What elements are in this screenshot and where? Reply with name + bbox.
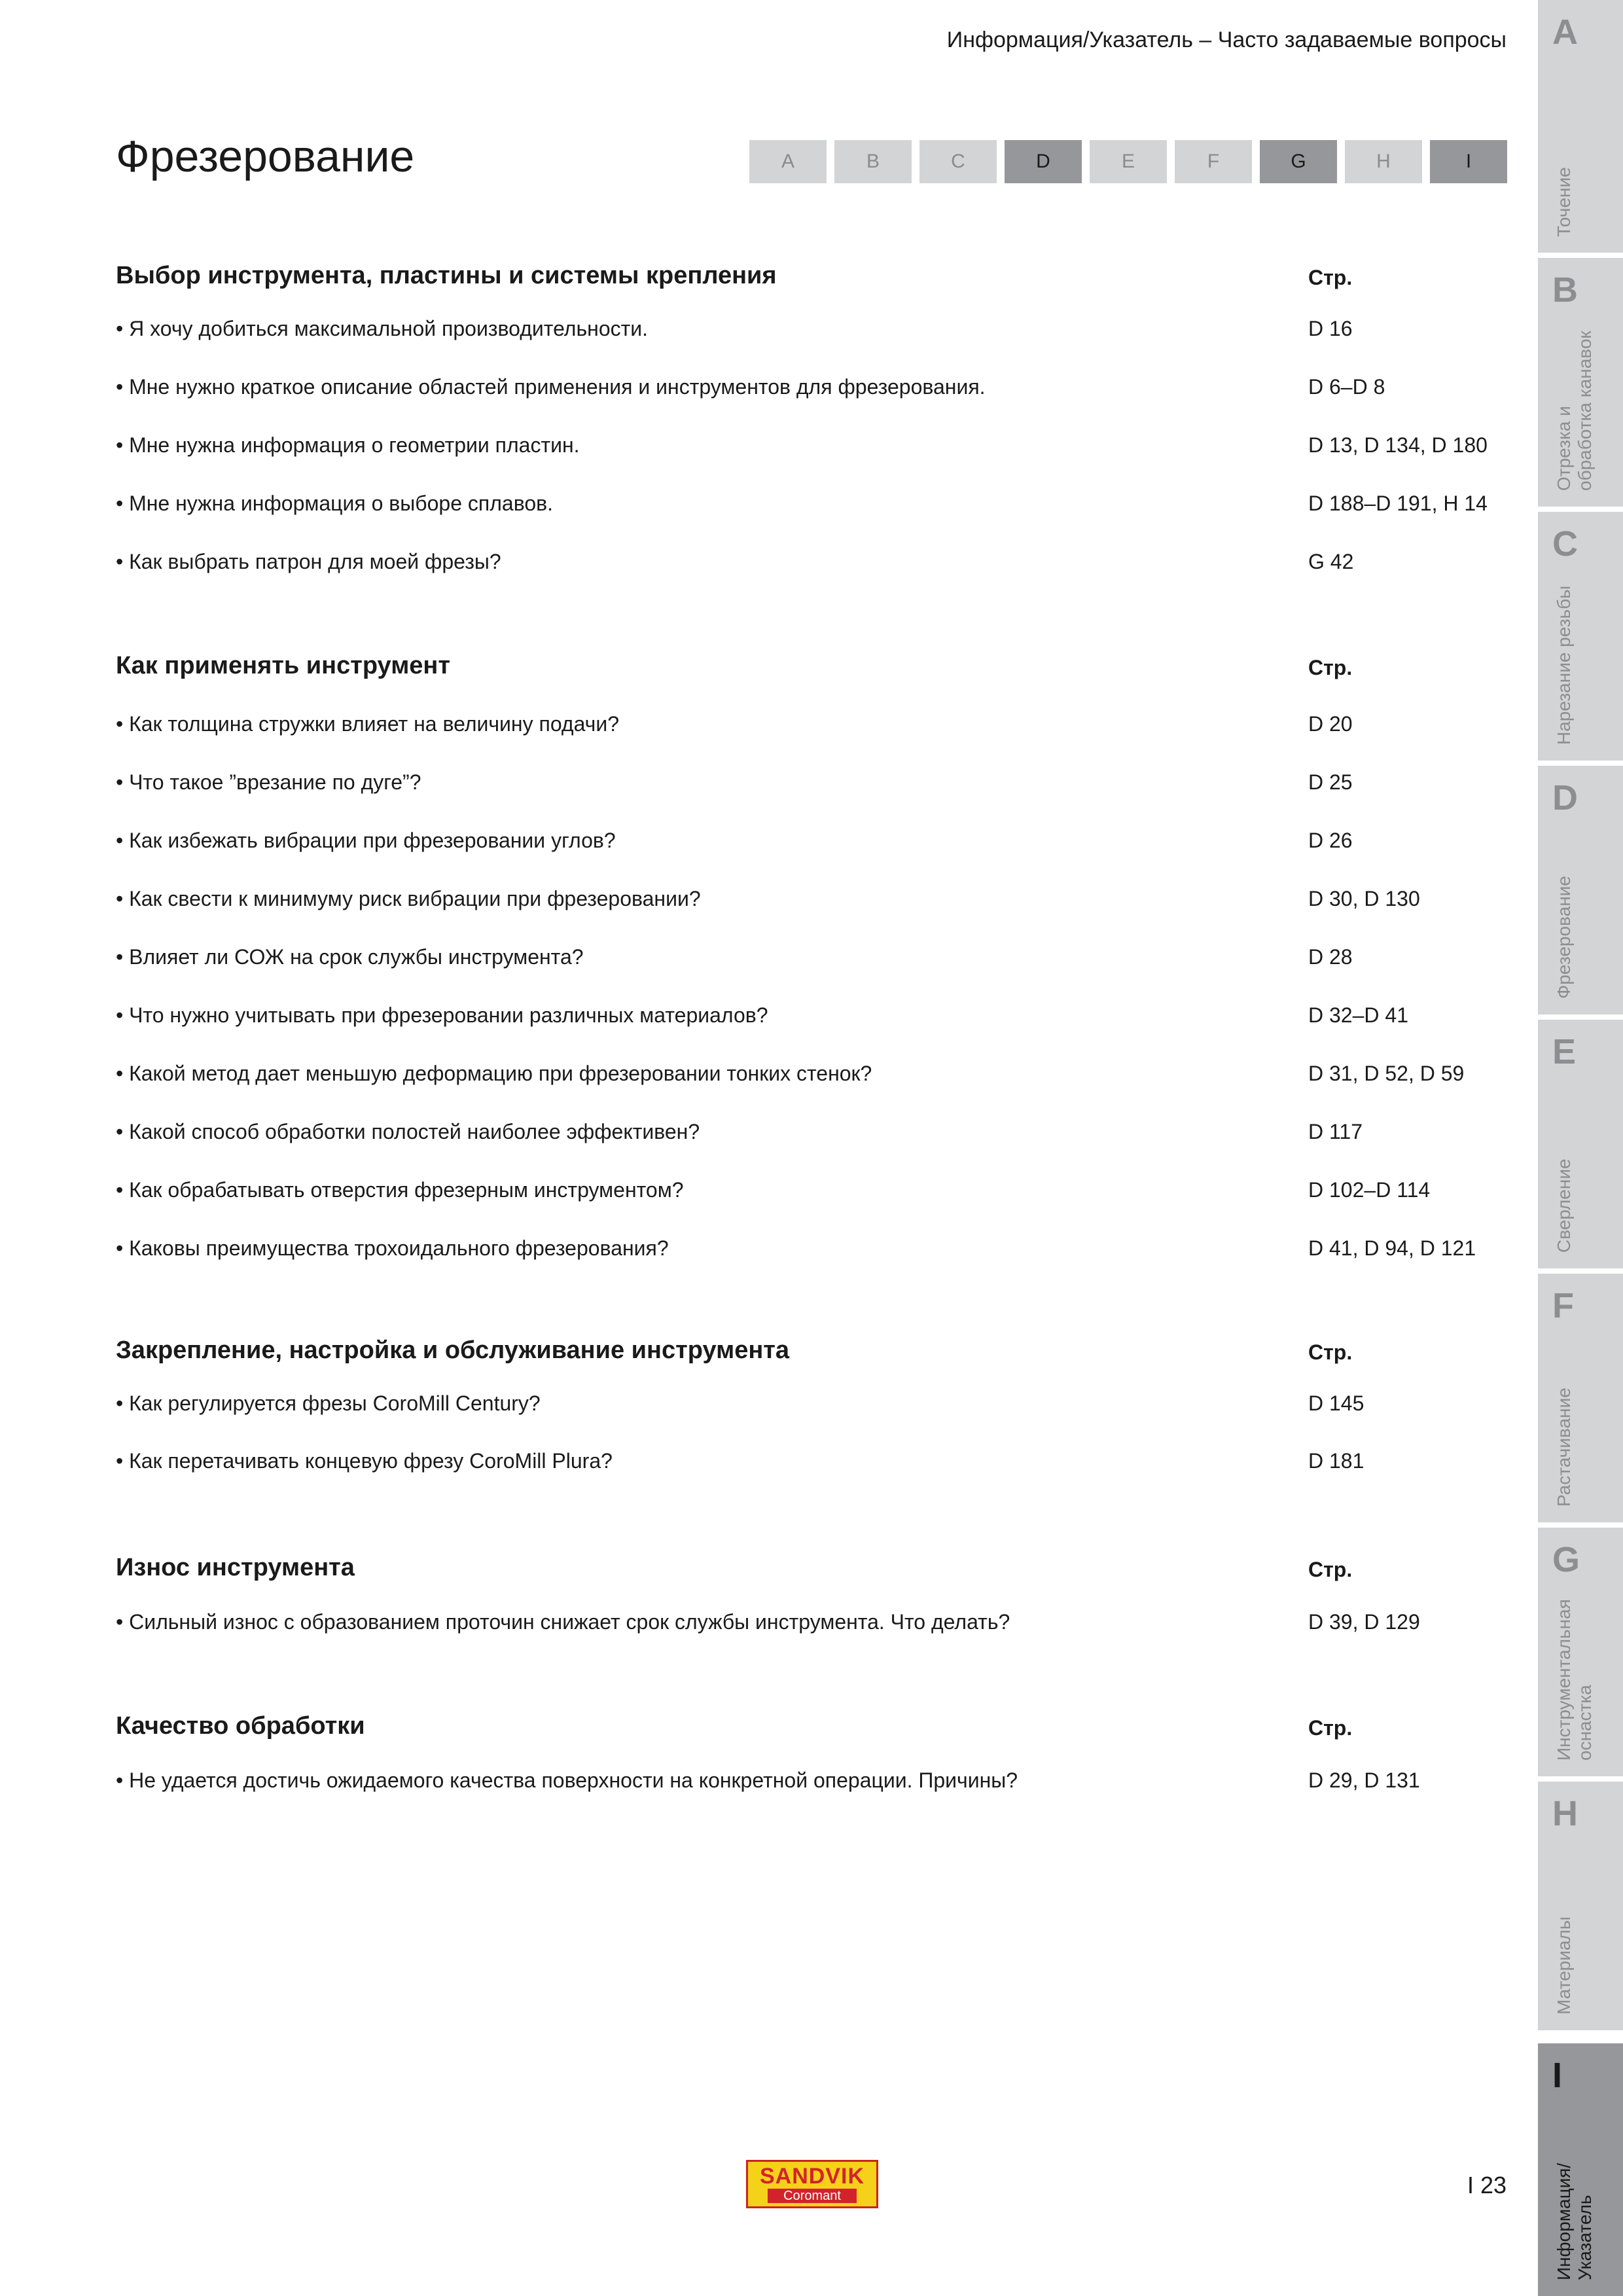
faq-page-ref[interactable]: D 26 [1308,829,1353,852]
sandvik-coromant-logo [746,2160,878,2208]
faq-question: • Как избежать вибрации при фрезеровании углов? [116,829,616,852]
side-tab-label: Отрезка и обработка канавок [1554,331,1595,491]
faq-question: • Что такое ”врезание по дуге”? [116,770,421,794]
side-tab-d[interactable] [1538,766,1623,1014]
faq-row[interactable] [116,1062,1503,1094]
faq-question: • Я хочу добиться максимальной производительности. [116,317,649,340]
letter-tab-a[interactable]: A [749,140,827,183]
faq-row[interactable] [116,433,1503,466]
faq-question: • Как регулируется фрезы CoroMill Century? [116,1391,541,1415]
side-tab-label-wrap [1554,1083,1619,1253]
faq-question: • Мне нужна информация о выборе сплавов. [116,492,554,515]
side-tab-letter: B [1552,270,1578,310]
faq-row[interactable] [116,712,1503,745]
side-tab-label: Фрезерование [1554,876,1574,999]
faq-page-ref[interactable]: D 16 [1308,317,1353,340]
breadcrumb: Информация/Указатель – Часто задаваемые вопросы [946,27,1507,52]
faq-page-ref[interactable]: D 39, D 129 [1308,1610,1420,1634]
side-tab-letter: A [1552,12,1578,52]
letter-tab-h[interactable]: H [1345,140,1422,183]
faq-page-ref[interactable]: D 41, D 94, D 121 [1308,1236,1476,1260]
faq-page-ref[interactable]: D 29, D 131 [1308,1768,1420,1792]
section-heading: Выбор инструмента, пластины и системы крепления [116,262,777,289]
faq-row[interactable] [116,1003,1503,1036]
faq-question: • Как перетачивать концевую фрезу CoroMill Plura? [116,1449,613,1473]
letter-tab-e[interactable]: E [1090,140,1167,183]
page-column-heading: Стр. [1308,656,1353,679]
letter-tab-b[interactable]: B [834,140,912,183]
letter-tab-c[interactable]: C [919,140,997,183]
side-tab-label: Сверление [1554,1158,1574,1253]
faq-page-ref[interactable]: D 25 [1308,770,1353,794]
faq-page-ref[interactable]: D 20 [1308,712,1353,736]
side-tab-label: Материалы [1554,1916,1574,2015]
page-column-heading: Стр. [1308,1558,1353,1581]
faq-question: • Мне нужно краткое описание областей применения и инструментов для фрезерования. [116,375,986,399]
faq-page-ref[interactable]: D 181 [1308,1449,1364,1473]
side-tab-label-wrap [1554,1336,1619,1507]
side-tab-f[interactable] [1538,1274,1623,1522]
logo-sub-text: Coromant [768,2189,857,2203]
side-tab-label-wrap [1554,2106,1619,2280]
faq-row[interactable] [116,1768,1503,1801]
faq-row[interactable] [116,492,1503,524]
faq-row[interactable] [116,829,1503,861]
faq-row[interactable] [116,1391,1503,1424]
faq-question: • Каковы преимущества трохоидального фрезерования? [116,1236,669,1260]
faq-question: • Влияет ли СОЖ на срок службы инструмента? [116,945,584,969]
side-tab-label: Нарезание резьбы [1554,585,1574,745]
page-column-heading: Стр. [1308,1716,1353,1740]
faq-page-ref[interactable]: D 28 [1308,945,1353,969]
side-tab-label-wrap [1554,575,1619,745]
side-tab-label-wrap [1554,1844,1619,2015]
faq-page-ref[interactable]: D 13, D 134, D 180 [1308,433,1488,457]
faq-row[interactable] [116,1120,1503,1153]
faq-question: • Какой способ обработки полостей наиболее эффективен? [116,1120,700,1143]
faq-page-ref[interactable]: D 30, D 130 [1308,887,1420,910]
faq-row[interactable] [116,887,1503,920]
letter-tab-g[interactable]: G [1260,140,1337,183]
side-tab-letter: H [1552,1794,1578,1833]
section-heading: Как применять инструмент [116,652,450,679]
side-tab-h[interactable] [1538,1782,1623,2030]
faq-row[interactable] [116,1449,1503,1482]
section-heading: Закрепление, настройка и обслуживание инструмента [116,1336,790,1364]
side-tab-label-wrap [1554,321,1619,491]
side-tab-g[interactable] [1538,1528,1623,1776]
faq-question: • Какой метод дает меньшую деформацию при фрезеровании тонких стенок? [116,1062,872,1085]
side-tab-label: Информация/ Указатель [1554,2162,1595,2280]
faq-question: • Как обрабатывать отверстия фрезерным инструментом? [116,1178,684,1202]
page-column-heading: Стр. [1308,266,1353,289]
faq-question: • Как свести к минимуму риск вибрации при фрезеровании? [116,887,701,910]
side-tab-label: Инструментальная оснастка [1554,1599,1595,1761]
faq-page-ref[interactable]: D 31, D 52, D 59 [1308,1062,1465,1085]
faq-page-ref[interactable]: D 32–D 41 [1308,1003,1408,1027]
side-tab-letter: C [1552,524,1578,564]
faq-row[interactable] [116,317,1503,350]
faq-page-ref[interactable]: D 117 [1308,1120,1363,1143]
side-tab-e[interactable] [1538,1020,1623,1268]
section-heading: Качество обработки [116,1712,365,1740]
faq-question: • Как выбрать патрон для моей фрезы? [116,550,501,573]
side-tab-b[interactable] [1538,258,1623,507]
letter-tab-f[interactable]: F [1175,140,1252,183]
side-tab-label-wrap [1554,829,1619,999]
side-tab-a[interactable] [1538,0,1623,253]
faq-question: • Сильный износ с образованием проточин снижает срок службы инструмента. Что делать? [116,1610,1010,1634]
faq-row[interactable] [116,770,1503,803]
faq-row[interactable] [116,945,1503,978]
faq-page-ref[interactable]: D 188–D 191, H 14 [1308,492,1488,515]
faq-page-ref[interactable]: D 6–D 8 [1308,375,1385,399]
faq-row[interactable] [116,550,1503,583]
faq-question: • Как толщина стружки влияет на величину подачи? [116,712,620,736]
faq-row[interactable] [116,1236,1503,1269]
faq-row[interactable] [116,1178,1503,1211]
faq-page-ref[interactable]: D 102–D 114 [1308,1178,1431,1202]
side-tab-letter: F [1552,1286,1574,1325]
side-tab-c[interactable] [1538,512,1623,761]
side-tab-letter: E [1552,1032,1577,1071]
side-tab-i[interactable] [1538,2043,1623,2296]
page-column-heading: Стр. [1308,1340,1353,1364]
side-tab-letter: G [1552,1540,1580,1579]
side-tab-letter: I [1552,2056,1563,2095]
page-number: I 23 [1467,2172,1507,2198]
side-tab-label: Точение [1554,167,1574,237]
section-heading: Износ инструмента [116,1554,355,1581]
letter-tab-d[interactable]: D [1005,140,1082,183]
faq-question: • Мне нужна информация о геометрии пластин. [116,433,580,457]
letter-tab-i[interactable]: I [1430,140,1507,183]
faq-row[interactable] [116,375,1503,408]
faq-question: • Что нужно учитывать при фрезеровании различных материалов? [116,1003,768,1027]
side-tab-label-wrap [1554,1590,1619,1761]
logo-main-text: SANDVIK [759,2164,865,2189]
faq-page-ref[interactable]: D 145 [1308,1391,1364,1415]
faq-page-ref[interactable]: G 42 [1308,550,1354,573]
faq-row[interactable] [116,1610,1503,1643]
side-tab-label: Растачивание [1554,1388,1574,1507]
side-tab-letter: D [1552,778,1578,817]
faq-question: • Не удается достичь ожидаемого качества поверхности на конкретной операции. Причины? [116,1768,1018,1792]
side-tab-label-wrap [1554,63,1619,237]
page-title: Фрезерование [116,132,415,181]
